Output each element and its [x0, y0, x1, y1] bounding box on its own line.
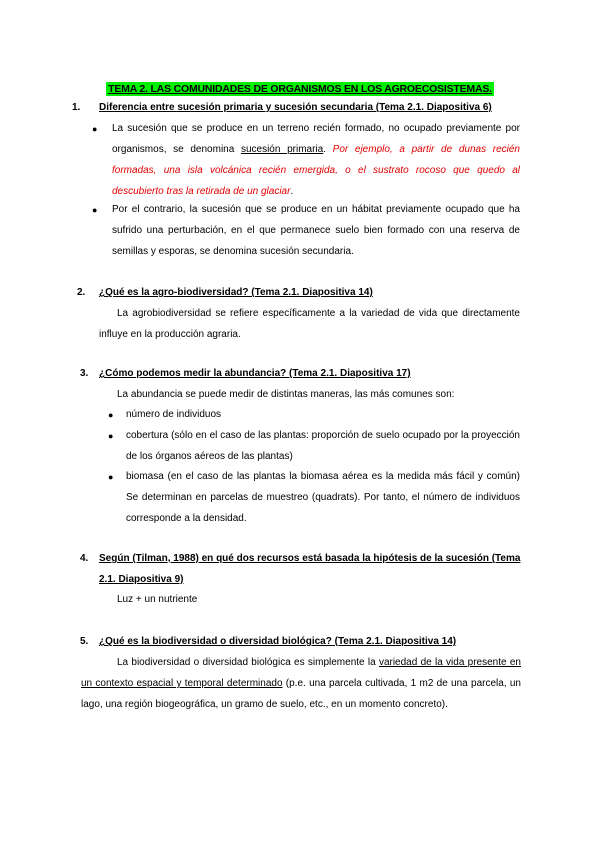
section-2-heading: ¿Qué es la agro-biodiversidad? (Tema 2.1. Diapositiva 14): [99, 287, 373, 298]
section-3-number: 3.: [80, 368, 89, 379]
section-3-bullet-3: biomasa (en el caso de las plantas la biomasa aérea es la medida más fácil y común) Se determinan en parcelas de muestreo (quadrats). Por tanto, el número de individuos corresponde a la densidad.: [126, 471, 520, 524]
section-2-number: 2.: [77, 287, 86, 298]
bullet-icon: ●: [92, 205, 98, 215]
section-5-body: [81, 652, 521, 715]
section-4-number: 4.: [80, 553, 89, 564]
bullet-icon: ●: [108, 431, 114, 441]
section-5-definition: variedad de la vida presente en un contexto espacial y temporal determinado: [81, 657, 521, 689]
page-title: TEMA 2. LAS COMUNIDADES DE ORGANISMOS EN LOS AGROECOSISTEMAS.: [108, 83, 492, 95]
section-3-bullet-2: cobertura (sólo en el caso de las plantas: proporción de suelo ocupado por la proyección de los órganos aéreos de las plantas): [126, 430, 520, 462]
section-3-bullet-1: número de individuos: [126, 409, 222, 420]
bullet-icon: ●: [108, 410, 114, 420]
section-1-heading: Diferencia entre sucesión primaria y sucesión secundaria (Tema 2.1. Diapositiva 6): [99, 102, 492, 113]
section-4-heading: Según (Tilman, 1988) en qué dos recursos está basada la hipótesis de la sucesión (Tema 2.1. Diapositiva 9): [99, 553, 521, 585]
section-5-heading: ¿Qué es la biodiversidad o diversidad biológica? (Tema 2.1. Diapositiva 14): [99, 636, 457, 647]
section-4-answer: Luz + un nutriente: [117, 594, 198, 605]
section-5-number: 5.: [80, 636, 89, 647]
section-1-bullet-1: [112, 118, 520, 202]
section-1-bullet-2: Por el contrario, la sucesión que se produce en un hábitat previamente ocupado que ha sufrido una perturbación, en el que permanece suelo bien formado con una reserva de semillas y esporas, se denomina sucesión secundaria.: [112, 204, 520, 257]
section-1-number: 1.: [72, 102, 81, 113]
bullet-icon: ●: [108, 472, 114, 482]
term-sucesion-primaria: sucesión primaria: [240, 144, 324, 155]
section-3-heading: ¿Cómo podemos medir la abundancia? (Tema 2.1. Diapositiva 17): [99, 368, 411, 379]
title-row: [0, 79, 600, 97]
section-5-body-end: (p.e. una parcela cultivada, 1 m2 de una parcela, un lago, una región biogeográfica, un gramo de suelo, etc., en un momento concreto).: [81, 678, 521, 710]
bullet-1-sep: .: [323, 144, 333, 155]
bullet-icon: ●: [92, 124, 98, 134]
bullet-1-text: La sucesión que se produce en un terreno recién formado, no ocupado previamente por organismos, se denomina: [112, 123, 520, 155]
example-text: Por ejemplo, a partir de dunas recién formadas, una isla volcánica recién emergida, o el sustrato rocoso que quedo al descubierto tras la retirada de un glaciar: [112, 144, 520, 197]
section-3-intro: La abundancia se puede medir de distintas maneras, las más comunes son:: [117, 389, 455, 400]
section-5-body-start: La biodiversidad o diversidad biológica es simplemente la: [117, 657, 379, 668]
section-2-body: La agrobiodiversidad se refiere específicamente a la variedad de vida que directamente influye en la producción agraria.: [99, 308, 520, 340]
bullet-1-end: .: [290, 186, 294, 197]
